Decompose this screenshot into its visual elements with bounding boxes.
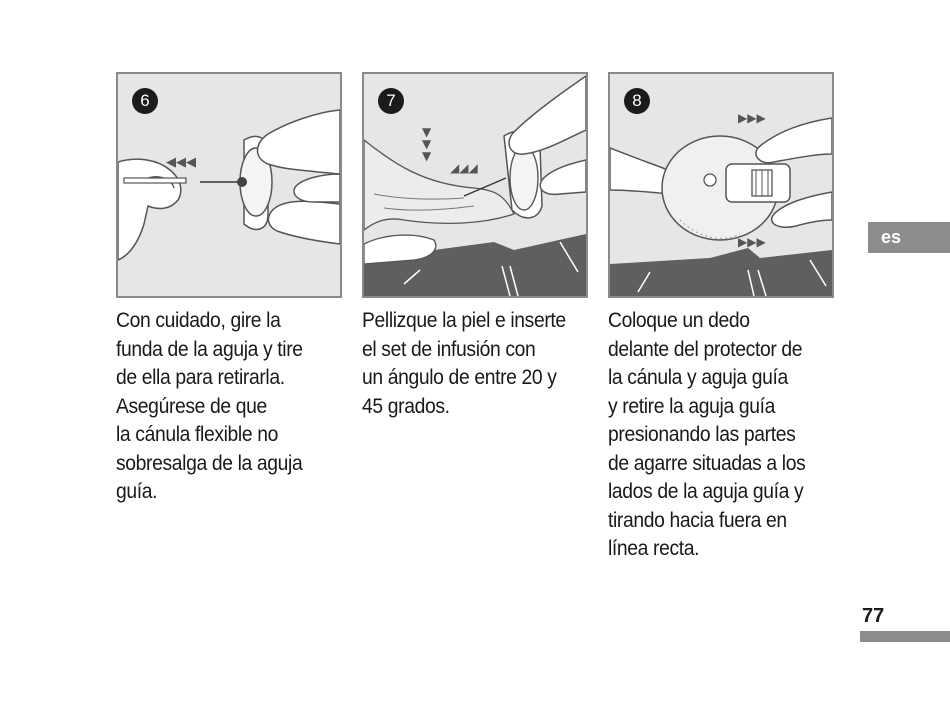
step-number-badge: 8 [624, 88, 650, 114]
caption-line: guía. [116, 480, 158, 503]
svg-text:▼: ▼ [422, 149, 432, 163]
page-number-bar [860, 631, 950, 642]
caption-line: Coloque un dedo [608, 309, 750, 332]
caption-line: lados de la aguja guía y [608, 480, 804, 503]
caption-line: sobresalga de la aguja [116, 451, 303, 475]
caption-line: la cánula flexible no [116, 423, 278, 446]
step-number-badge: 7 [378, 88, 404, 114]
page-number: 77 [862, 605, 885, 627]
step-number-badge: 6 [132, 88, 158, 114]
caption-line: el set de infusión con [362, 337, 536, 361]
caption-line: línea recta. [608, 537, 700, 560]
caption-line: presionando las partes [608, 423, 796, 446]
svg-text:▶▶▶: ▶▶▶ [738, 111, 766, 125]
caption-line: y retire la aguja guía [608, 394, 775, 418]
caption-line: delante del protector de [608, 337, 803, 361]
step-7-illustration [362, 72, 588, 298]
step-6-illustration [116, 72, 342, 298]
caption-line: Asegúrese de que [116, 394, 267, 418]
step-8-illustration [608, 72, 834, 298]
svg-text:▶▶▶: ▶▶▶ [738, 235, 766, 249]
caption-line: funda de la aguja y tire [116, 337, 303, 361]
caption-line: tirando hacia fuera en [608, 508, 787, 532]
svg-text:▼: ▼ [422, 137, 432, 151]
caption-line: de agarre situadas a los [608, 451, 806, 475]
step-8-caption [608, 307, 805, 564]
caption-line: de ella para retirarla. [116, 366, 285, 389]
caption-line: 45 grados. [362, 394, 450, 418]
step-6-caption [116, 307, 303, 507]
caption-line: Pellizque la piel e inserte [362, 309, 566, 332]
caption-line: Con cuidado, gire la [116, 309, 281, 332]
svg-text:▼: ▼ [422, 125, 432, 139]
language-tab: es [868, 222, 950, 253]
step-7-caption [362, 307, 566, 421]
caption-line: un ángulo de entre 20 y [362, 366, 557, 389]
svg-text:◀◀◀: ◀◀◀ [166, 155, 196, 170]
caption-line: la cánula y aguja guía [608, 366, 788, 389]
svg-text:◢◢◢: ◢◢◢ [450, 161, 478, 175]
